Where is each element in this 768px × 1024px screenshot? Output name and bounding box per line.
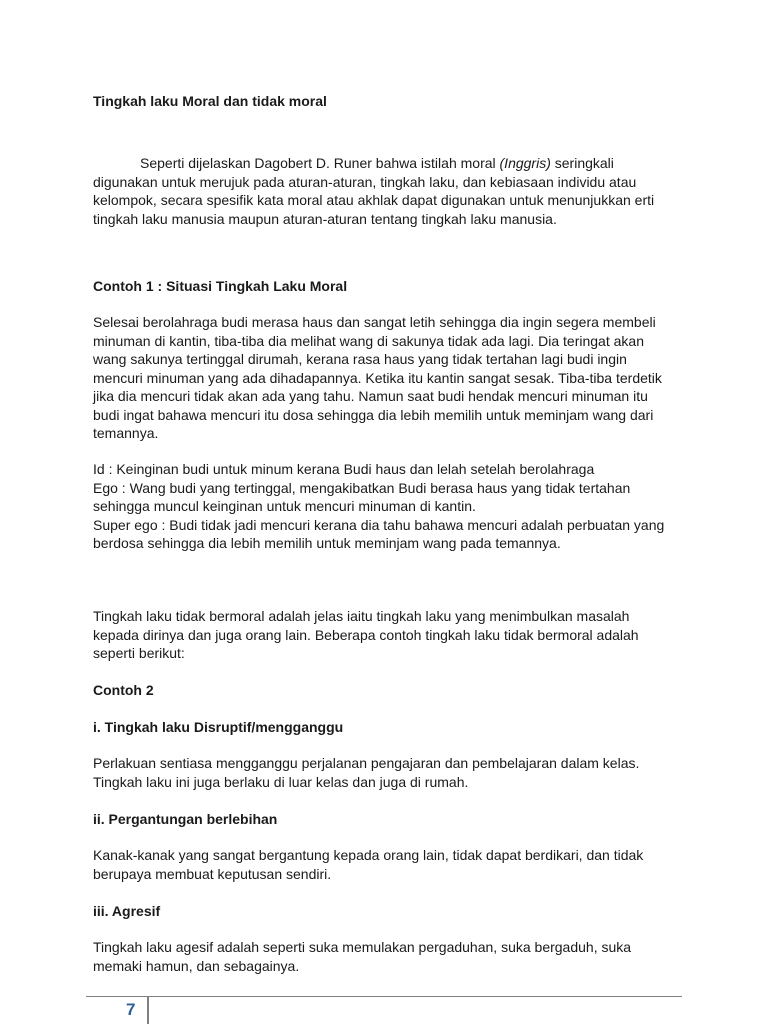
story-line: wang sakunya tertinggal dirumah, kerana rasa haus yang tidak tertahan lagi budi ingin xyxy=(93,351,627,367)
page-number: 7 xyxy=(126,1000,136,1019)
item-line: berupaya membuat keputusan sendiri. xyxy=(93,865,332,882)
intro-text: Seperti dijelaskan Dagobert D. Runer bahwa istilah moral xyxy=(140,155,500,171)
immoral-intro-line: Tingkah laku tidak bermoral adalah jelas iaitu tingkah laku yang menimbulkan masalah xyxy=(93,608,630,624)
story-line: mencuri minuman yang ada dihadapannya. Ketika itu kantin sangat sesak. Tiba-tiba terdetik xyxy=(93,369,662,386)
intro-emphasis: (Inggris) xyxy=(499,155,551,171)
item-line: Tingkah laku agesif adalah seperti suka memulakan pergaduhan, suka bergaduh, suka xyxy=(93,939,632,955)
analysis-line: Super ego : Budi tidak jadi mencuri kerana dia tahu bahawa mencuri adalah perbuatan yang xyxy=(93,516,665,533)
story-line: minuman di kantin, tiba-tiba dia melihat wang di sakunya tidak ada lagi. Dia teringat akan xyxy=(93,332,644,349)
analysis-line: sehingga muncul keinginan untuk mencuri minuman di kantin. xyxy=(93,498,476,514)
footer-vertical-divider xyxy=(147,997,149,1024)
item-3-description xyxy=(93,938,693,975)
contoh1-story xyxy=(93,313,693,443)
immoral-intro-line: kepada dirinya dan juga orang lain. Beberapa contoh tingkah laku tidak bermoral adalah xyxy=(93,626,639,643)
analysis-line: Id : Keinginan budi untuk minum kerana Budi haus dan lelah setelah berolahraga xyxy=(93,461,595,477)
item-1-title: i. Tingkah laku Disruptif/mengganggu xyxy=(93,719,344,735)
analysis-line: Ego : Wang budi yang tertinggal, mengakibatkan Budi berasa haus yang tidak tertahan xyxy=(93,479,631,496)
immoral-intro-line: seperti berikut: xyxy=(93,645,185,661)
intro-line xyxy=(93,154,693,173)
item-line: Kanak-kanak yang sangat bergantung kepada orang lain, tidak dapat berdikari, dan tidak xyxy=(93,847,644,863)
contoh1-heading: Contoh 1 : Situasi Tingkah Laku Moral xyxy=(93,278,348,294)
item-3-title: iii. Agresif xyxy=(93,903,161,919)
item-1-description xyxy=(93,754,693,791)
contoh2-heading: Contoh 2 xyxy=(93,682,154,698)
story-line: Selesai berolahraga budi merasa haus dan sangat letih sehingga dia ingin segera membeli xyxy=(93,314,656,330)
analysis-line: berdosa sehingga dia lebih memilih untuk meminjam wang pada temannya. xyxy=(93,535,561,551)
item-line: Perlakuan sentiasa mengganggu perjalanan pengajaran dan pembelajaran dalam kelas. xyxy=(93,755,640,771)
story-line: jika dia mencuri tidak akan ada yang tahu. Namun saat budi hendak mencuri minuman itu xyxy=(93,388,648,404)
intro-paragraph xyxy=(93,154,693,228)
story-line: budi ingat bahawa mencuri itu dosa sehingga dia lebih memilih untuk meminjam wang dari xyxy=(93,406,654,423)
immoral-intro-paragraph xyxy=(93,607,693,663)
page-title: Tingkah laku Moral dan tidak moral xyxy=(93,93,327,109)
intro-line: tingkah laku manusia maupun aturan-aturan tentang tingkah laku manusia. xyxy=(93,210,557,227)
story-line: temannya. xyxy=(93,425,159,441)
item-line: memaki hamun, dan sebagainya. xyxy=(93,957,300,974)
document-page xyxy=(93,0,693,1024)
contoh1-analysis xyxy=(93,460,693,553)
intro-text: seringkali xyxy=(550,155,614,171)
footer-divider xyxy=(86,996,682,997)
intro-line: kelompok, secara spesifik kata moral atau akhlak dapat digunakan untuk menunjukkan erti xyxy=(93,192,655,208)
item-line: Tingkah laku ini juga berlaku di luar kelas dan juga di rumah. xyxy=(93,773,469,790)
item-2-title: ii. Pergantungan berlebihan xyxy=(93,811,278,827)
item-2-description xyxy=(93,846,693,883)
intro-line: digunakan untuk merujuk pada aturan-aturan, tingkah laku, dan kebiasaan individu atau xyxy=(93,173,637,190)
